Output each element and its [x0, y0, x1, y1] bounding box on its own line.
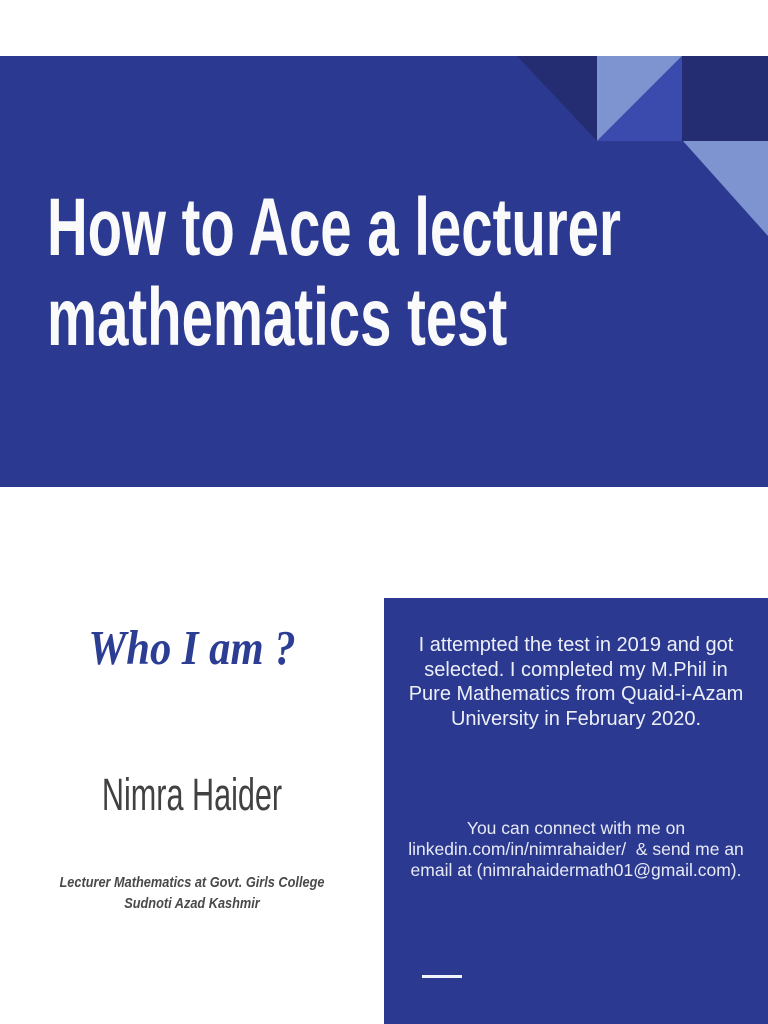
corner-triangle-dark-left [517, 56, 597, 141]
title-banner [0, 56, 768, 487]
bio-line-4: University in February 2020. [450, 707, 702, 730]
contact-line-2: linkedin.com/in/nimrahaider/ & send me an [408, 839, 744, 860]
section-heading: Who I am ? [88, 620, 296, 675]
bio-line-1: I attempted the test in 2019 and got [418, 634, 734, 656]
about-panel [384, 598, 768, 1024]
corner-square-dark [682, 56, 768, 141]
slide-title [47, 183, 621, 363]
author-name: Nimra Haider [101, 769, 283, 820]
slide-title-line-1: How to Ace a lecturer [47, 182, 621, 273]
slide-title-line-2: mathematics test [47, 272, 508, 363]
author-role-line-2: Sudnoti Azad Kashmir [124, 895, 260, 912]
author-role [29, 872, 355, 914]
bio-line-3: Pure Mathematics from Quaid-i-Azam [408, 683, 744, 706]
bio-line-2: selected. I completed my M.Phil in [424, 658, 728, 681]
contact-line-3: email at (nimrahaidermath01@gmail.com). [410, 860, 742, 881]
about-left-column [0, 512, 384, 1024]
contact-paragraph [384, 818, 768, 882]
author-role-line-1: Lecturer Mathematics at Govt. Girls College [59, 874, 325, 891]
divider-line [422, 975, 462, 978]
contact-line-1: You can connect with me on [466, 818, 686, 838]
bio-paragraph [384, 633, 768, 731]
corner-triangle-periwinkle-bottom [683, 141, 768, 236]
